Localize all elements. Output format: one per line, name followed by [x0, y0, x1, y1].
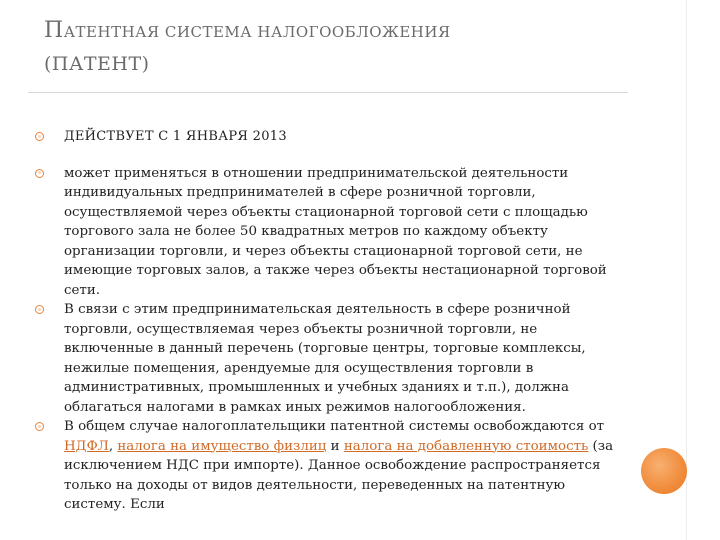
bullet-item-2	[64, 164, 630, 301]
ndfl-link[interactable]: НДФЛ	[64, 438, 109, 454]
property-tax-link[interactable]: налога на имущество физлиц	[117, 438, 327, 454]
bullet-ring-icon	[35, 422, 44, 431]
bullet-ring-icon	[35, 305, 44, 314]
slide-title	[44, 12, 654, 86]
title-line-2: (ПАТЕНТ)	[44, 53, 150, 75]
title-line-1: ПАТЕНТНАЯ СИСТЕМА НАЛОГООБЛОЖЕНИЯ	[44, 18, 451, 43]
bullet-list	[64, 127, 630, 515]
bullet-ring-icon	[35, 169, 44, 178]
bullet-text-2: может применяться в отношении предпринимательской деятельности индивидуальных предпринимателей в сфере розничной торговли, осуществляемой через объекты стационарной торговой сети с площадью торгового зала не более 50 квадратных метров по каждому объекту организации торговли, и через объекты стационарной торговой сети, не имеющие торговых залов, а также через объекты нестационарной торговой сети.	[64, 165, 607, 298]
bullet-text-1: ДЕЙСТВУЕТ С 1 ЯНВАРЯ 2013	[64, 129, 287, 144]
bullet-item-4	[64, 417, 630, 515]
bullet-text-4-part4: (за исключением НДС при импорте). Данное освобождение распространяется только на доходы от видов деятельности, переведенных на патентную систему. Если	[64, 438, 614, 512]
orange-circle-decoration	[641, 448, 687, 494]
bullet-text-4-part2: ,	[108, 438, 118, 454]
bullet-item-1	[64, 127, 630, 147]
bullet-text-4-part3: и	[326, 438, 344, 454]
bullet-item-3	[64, 300, 630, 417]
vat-link[interactable]: налога на добавленную стоимость	[343, 438, 589, 454]
bullet-text-3: В связи с этим предпринимательская деятельность в сфере розничной торговли, осуществляемая через объекты розничной торговли, не включенные в данный перечень (торговые центры, торговые комплексы, нежилые помещения, арендуемые для осуществления торговли в административных, промышленных и учебных зданиях и т.п.), должна облагаться налогами в рамках иных режимов налогообложения.	[64, 302, 586, 415]
title-divider	[28, 92, 628, 93]
bullet-text-4-part1: В общем случае налогоплательщики патентной системы освобождаются от	[64, 419, 605, 434]
right-edge-rule	[686, 0, 687, 540]
bullet-ring-icon	[35, 132, 44, 141]
